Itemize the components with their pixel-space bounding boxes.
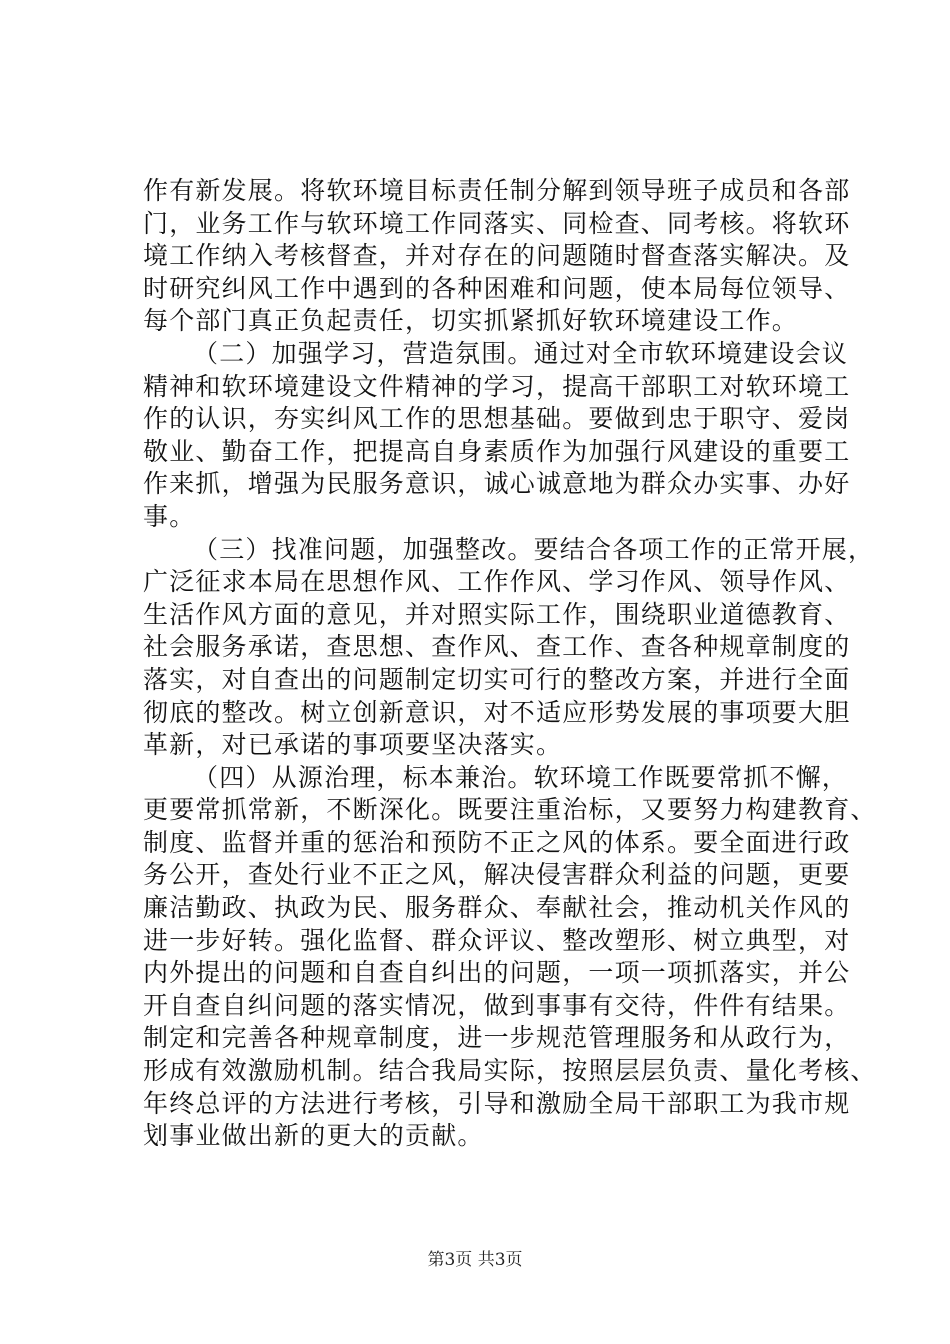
paragraph-first-line: （三）找准问题，加强整改。要结合各项工作的正常开展，	[193, 534, 875, 564]
text-line: 廉洁勤政、执政为民、服务群众、奉献社会，推动机关作风的	[143, 893, 851, 923]
text-line: 门，业务工作与软环境工作同落实、同检查、同考核。将软环	[143, 208, 851, 238]
text-line: 彻底的整改。树立创新意识，对不适应形势发展的事项要大胆	[143, 697, 851, 727]
text-line: 敬业、勤奋工作，把提高自身素质作为加强行风建设的重要工	[143, 436, 851, 466]
text-line: 制定和完善各种规章制度，进一步规范管理服务和从政行为，	[143, 1023, 851, 1053]
text-line: 每个部门真正负起责任，切实抓紧抓好软环境建设工作。	[143, 306, 799, 336]
text-line: 务公开，查处行业不正之风，解决侵害群众利益的问题，更要	[143, 860, 851, 890]
text-line: 年终总评的方法进行考核，引导和激励全局干部职工为我市规	[143, 1088, 851, 1118]
text-line: 划事业做出新的更大的贡献。	[143, 1121, 484, 1151]
text-line: 内外提出的问题和自查自纠出的问题，一项一项抓落实，并公	[143, 958, 851, 988]
page-footer: 第3页 共3页	[427, 1250, 523, 1270]
paragraph-first-line: （二）加强学习，营造氛围。通过对全市软环境建设会议	[193, 338, 849, 368]
text-line: 作的认识，夯实纠风工作的思想基础。要做到忠于职守、爱岗	[143, 404, 851, 434]
text-line: 形成有效激励机制。结合我局实际，按照层层负责、量化考核、	[143, 1056, 877, 1086]
text-line: 事。	[143, 501, 196, 531]
paragraph-first-line: （四）从源治理，标本兼治。软环境工作既要常抓不懈，	[193, 762, 849, 792]
text-line: 境工作纳入考核督查，并对存在的问题随时督查落实解决。及	[143, 241, 851, 271]
text-line: 广泛征求本局在思想作风、工作作风、学习作风、领导作风、	[143, 567, 851, 597]
text-line: 作来抓，增强为民服务意识，诚心诚意地为群众办实事、办好	[143, 469, 851, 499]
text-line: 革新，对已承诺的事项要坚决落实。	[143, 730, 563, 760]
text-line: 开自查自纠问题的落实情况，做到事事有交待，件件有结果。	[143, 990, 851, 1020]
text-line: 精神和软环境建设文件精神的学习，提高干部职工对软环境工	[143, 371, 851, 401]
text-line: 落实，对自查出的问题制定切实可行的整改方案，并进行全面	[143, 664, 851, 694]
text-line: 时研究纠风工作中遇到的各种困难和问题，使本局每位领导、	[143, 273, 851, 303]
text-line: 社会服务承诺，查思想、查作风、查工作、查各种规章制度的	[143, 632, 851, 662]
document-body	[143, 175, 877, 1153]
text-line: 进一步好转。强化监督、群众评议、整改塑形、树立典型，对	[143, 925, 851, 955]
text-line: 更要常抓常新，不断深化。既要注重治标，又要努力构建教育、	[143, 795, 877, 825]
text-line: 生活作风方面的意见，并对照实际工作，围绕职业道德教育、	[143, 599, 851, 629]
text-line: 制度、监督并重的惩治和预防不正之风的体系。要全面进行政	[143, 827, 851, 857]
text-line: 作有新发展。将软环境目标责任制分解到领导班子成员和各部	[143, 176, 851, 205]
